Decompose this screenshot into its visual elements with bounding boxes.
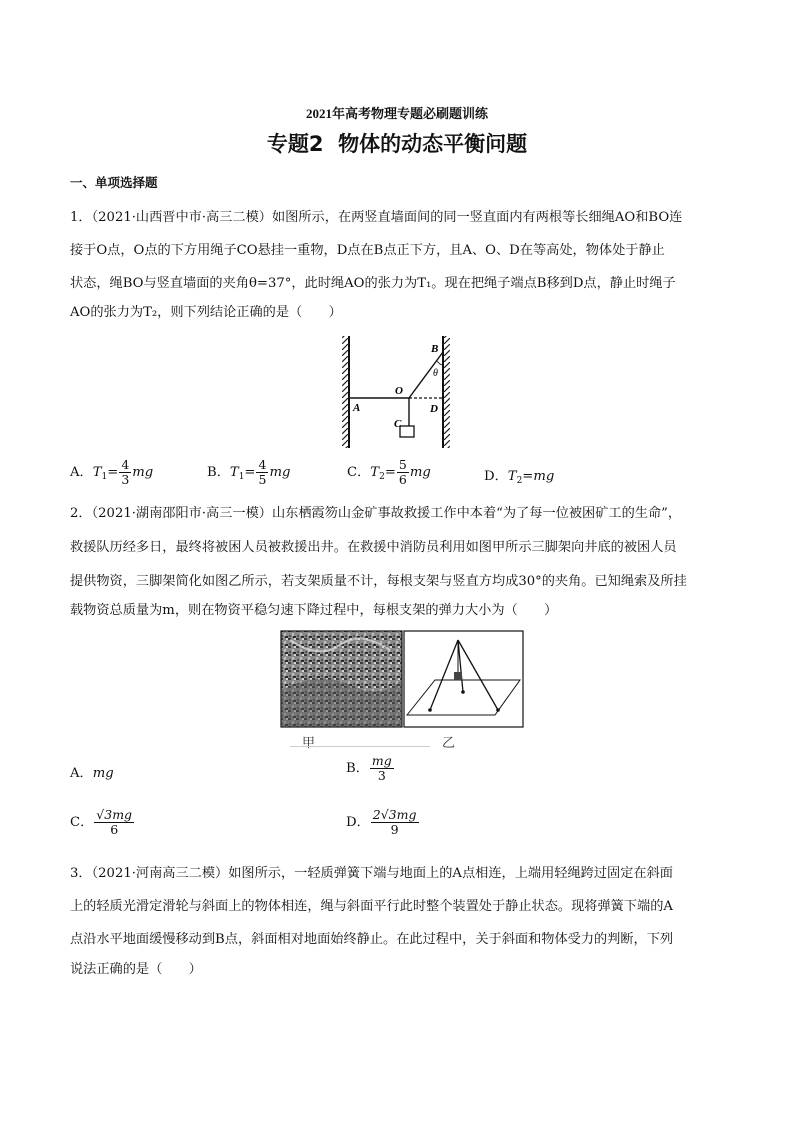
option-fraction bbox=[397, 458, 409, 487]
fraction-numerator: √3mg bbox=[96, 807, 133, 822]
q2-option-b[interactable] bbox=[346, 754, 395, 783]
q2-option-c[interactable] bbox=[70, 808, 135, 837]
option-var: T bbox=[229, 465, 239, 480]
q1-figure bbox=[336, 332, 456, 450]
q1-line-1: 1．（2021·山西晋中市·高三二模）如图所示，在两竖直墙面间的同一竖直面内有两根等长细绳AO和BO连 bbox=[70, 210, 683, 225]
label-a: A bbox=[353, 402, 361, 414]
tripod-frame bbox=[404, 631, 523, 727]
option-label: C． bbox=[70, 815, 94, 830]
option-label: D． bbox=[484, 469, 508, 484]
fraction-numerator: mg bbox=[371, 753, 392, 768]
label-theta: θ bbox=[433, 368, 438, 379]
option-fraction bbox=[94, 808, 134, 837]
tripod-load bbox=[454, 672, 462, 680]
q2-option-d[interactable] bbox=[346, 808, 420, 837]
q2-figure-label-left: 甲 bbox=[302, 736, 316, 751]
q1-option-c[interactable] bbox=[347, 458, 431, 487]
option-eq: = bbox=[522, 469, 534, 484]
q2-figure-photo bbox=[280, 630, 403, 728]
q1-line-2: 接于O点，O点的下方用绳子CO悬挂一重物，D点在B点正下方，且A、O、D在等高处，物体处于静止 bbox=[70, 243, 665, 258]
label-c: C bbox=[394, 418, 402, 430]
q2-line-2: 救援队历经多日，最终将被困人员被救援出井。在救援中消防员利用如图甲所示三脚架向井底的被困人员 bbox=[70, 540, 677, 555]
option-fraction bbox=[256, 458, 268, 487]
option-tail: mg bbox=[409, 465, 431, 480]
option-tail: mg bbox=[533, 469, 555, 484]
section-heading: 一、单项选择题 bbox=[70, 175, 158, 190]
fraction-numerator: 2√3mg bbox=[372, 807, 417, 822]
q1-option-b[interactable] bbox=[207, 458, 290, 487]
option-eq: = bbox=[244, 465, 256, 480]
fraction-denominator: 3 bbox=[377, 768, 386, 783]
q2-figure-tripod bbox=[403, 630, 524, 728]
option-sub: 2 bbox=[516, 476, 523, 486]
q2-figure-label-right: 乙 bbox=[442, 736, 456, 751]
option-sub: 1 bbox=[101, 472, 108, 482]
label-b: B bbox=[431, 343, 439, 355]
foot-2 bbox=[496, 708, 500, 712]
option-label: A． bbox=[70, 766, 93, 781]
option-label: C． bbox=[347, 465, 371, 480]
option-fraction bbox=[119, 458, 131, 487]
option-eq: = bbox=[384, 465, 396, 480]
q2-line-1: 2．（2021·湖南邵阳市·高三一模）山东栖霞笏山金矿事故救援工作中本着“为了每一位被困矿工的生命”， bbox=[70, 506, 682, 521]
option-label: D． bbox=[346, 815, 370, 830]
doc-subtitle: 2021年高考物理专题必刷题训练 bbox=[305, 106, 488, 121]
fraction-denominator: 6 bbox=[398, 472, 407, 487]
q1-line-3: 状态，绳BO与竖直墙面的夹角θ=37°，此时绳AO的张力为T₁。现在把绳子端点B移到D点，静止时绳子 bbox=[70, 276, 676, 291]
page-title: 专题2 物体的动态平衡问题 bbox=[266, 132, 528, 156]
q3-line-4: 说法正确的是（ ） bbox=[70, 962, 202, 977]
right-wall-hatch bbox=[444, 336, 450, 448]
fraction-denominator: 6 bbox=[110, 822, 119, 837]
hanging-weight bbox=[400, 426, 414, 437]
fraction-numerator: 5 bbox=[398, 457, 407, 472]
option-sub: 2 bbox=[379, 472, 385, 482]
option-eq: = bbox=[107, 465, 119, 480]
option-tail: mg bbox=[132, 465, 154, 480]
left-wall-hatch bbox=[342, 336, 348, 448]
q2-line-4: 载物资总质量为m，则在物资平稳匀速下降过程中，每根支架的弹力大小为（ ） bbox=[70, 603, 558, 618]
option-fraction bbox=[370, 754, 394, 783]
q1-option-d[interactable] bbox=[484, 469, 554, 489]
option-label: B． bbox=[346, 761, 369, 776]
q2-option-a[interactable] bbox=[70, 766, 114, 782]
option-fraction bbox=[371, 808, 419, 837]
option-sub: 1 bbox=[238, 472, 245, 482]
fraction-denominator: 3 bbox=[121, 472, 130, 487]
option-label: B． bbox=[207, 465, 230, 480]
option-label: A． bbox=[70, 465, 93, 480]
option-text: mg bbox=[92, 766, 114, 781]
q3-line-3: 点沿水平地面缓慢移动到B点，斜面相对地面始终静止。在此过程中，关于斜面和物体受力的判断，下列 bbox=[70, 932, 674, 947]
label-d: D bbox=[430, 403, 438, 415]
q2-line-3: 提供物资，三脚架简化如图乙所示，若支架质量不计，每根支架与竖直方均成30°的夹角。已知绳索及所挂 bbox=[70, 574, 687, 589]
q1-option-a[interactable] bbox=[70, 458, 153, 487]
fraction-denominator: 5 bbox=[258, 472, 267, 487]
fraction-numerator: 4 bbox=[121, 457, 130, 472]
fraction-numerator: 4 bbox=[258, 457, 267, 472]
option-var: T bbox=[92, 465, 102, 480]
option-tail: mg bbox=[269, 465, 291, 480]
option-var: T bbox=[370, 465, 380, 480]
foot-1 bbox=[428, 708, 432, 712]
q3-line-1: 3．（2021·河南高三二模）如图所示，一轻质弹簧下端与地面上的A点相连，上端用轻绳跨过固定在斜面 bbox=[70, 866, 673, 881]
q2-figure-underline bbox=[290, 746, 430, 747]
label-o: O bbox=[395, 385, 403, 397]
option-var: T bbox=[507, 469, 517, 484]
q1-line-4: AO的张力为T₂，则下列结论正确的是（ ） bbox=[70, 305, 342, 320]
q3-line-2: 上的轻质光滑定滑轮与斜面上的物体相连，绳与斜面平行此时整个装置处于静止状态。现将弹簧下端的A bbox=[70, 899, 673, 914]
foot-3 bbox=[461, 690, 465, 694]
fraction-denominator: 9 bbox=[390, 822, 399, 837]
